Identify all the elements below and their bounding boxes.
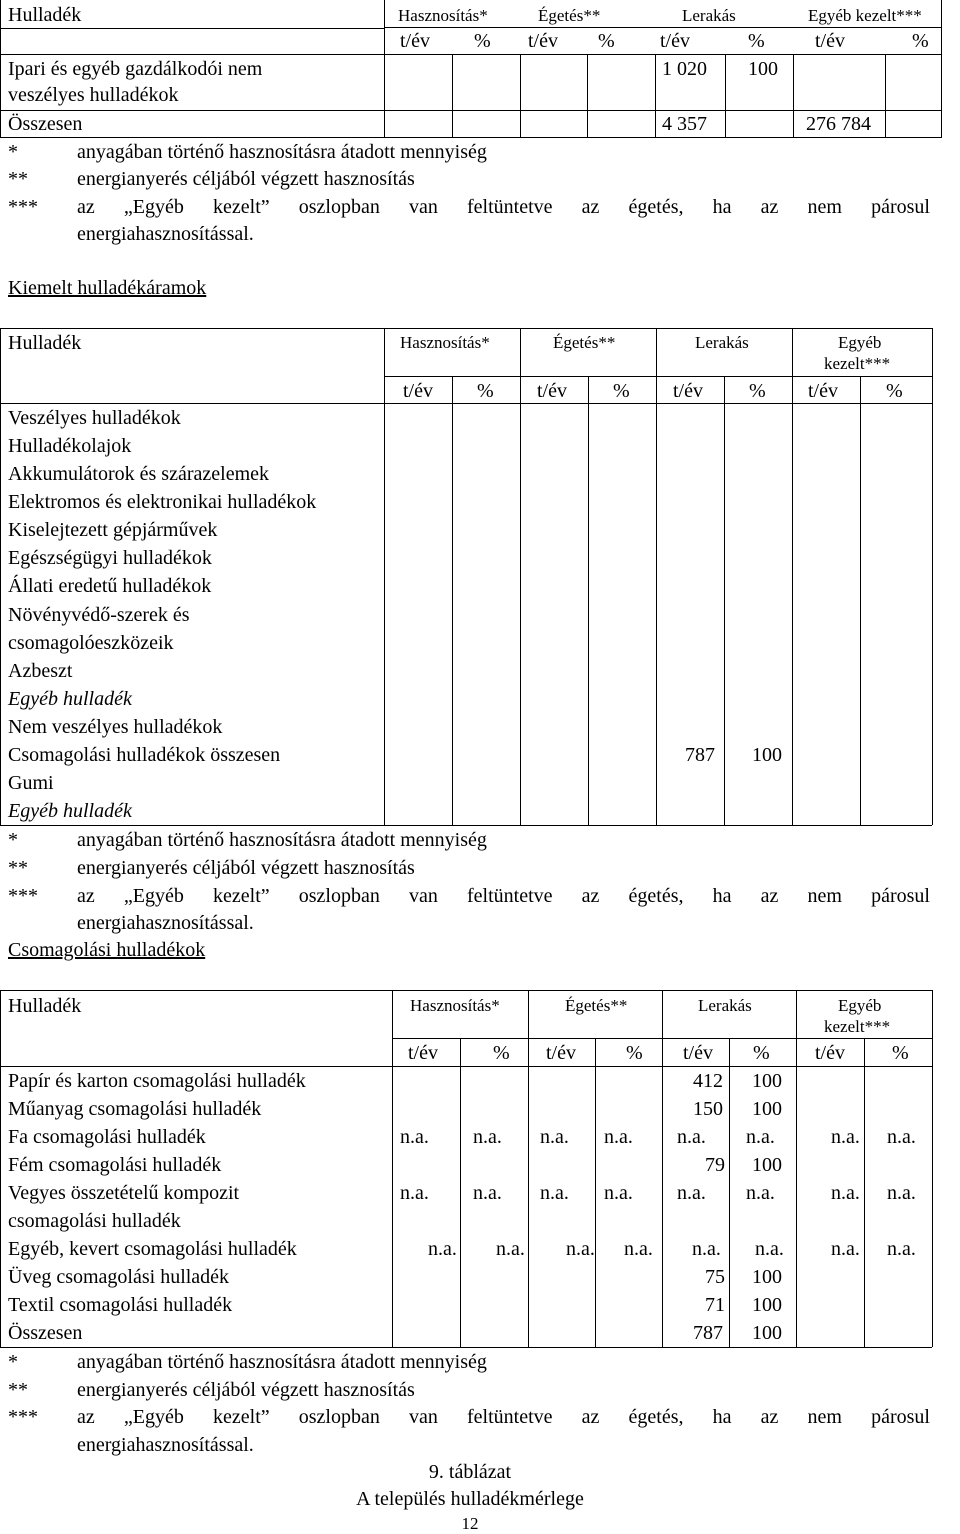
note-symbol: * xyxy=(8,141,18,163)
section-title-kiemelt: Kiemelt hulladékáramok xyxy=(8,277,207,299)
col-header-egetes: Égetés** xyxy=(565,996,628,1015)
row-label: Papír és karton csomagolási hulladék xyxy=(8,1070,306,1092)
cell-value: 100 xyxy=(752,1154,782,1176)
cell-value: 100 xyxy=(752,1294,782,1316)
cell-na: n.a. xyxy=(887,1126,916,1148)
section-title-csomag: Csomagolási hulladékok xyxy=(8,939,206,961)
note-text: energiahasznosítással. xyxy=(77,1434,254,1456)
row-label: Egészségügyi hulladékok xyxy=(8,547,212,569)
row-label: Összesen xyxy=(8,113,83,135)
note-symbol: *** xyxy=(8,885,38,907)
unit-label: % xyxy=(477,380,494,402)
unit-label: t/év xyxy=(815,1042,845,1064)
cell-value: 787 xyxy=(685,744,715,766)
cell-value: 79 xyxy=(705,1154,725,1176)
unit-label: t/év xyxy=(403,380,433,402)
cell-na: n.a. xyxy=(604,1182,633,1204)
unit-label: % xyxy=(613,380,630,402)
cell-value: 412 xyxy=(693,1070,723,1092)
unit-label: t/év xyxy=(546,1042,576,1064)
row-label: Állati eredetű hulladékok xyxy=(8,575,212,597)
note-text: anyagában történő hasznosításra átadott mennyiség xyxy=(77,1351,487,1373)
col-header-egyeb: Egyéb xyxy=(838,333,882,352)
cell-na: n.a. xyxy=(428,1238,457,1260)
note-text: energianyerés céljából végzett hasznosítás xyxy=(77,168,415,190)
row-label: Elektromos és elektronikai hulladékok xyxy=(8,491,317,513)
cell-value: 787 xyxy=(693,1322,723,1344)
cell-na: n.a. xyxy=(604,1126,633,1148)
cell-na: n.a. xyxy=(755,1238,784,1260)
note-text: energiahasznosítással. xyxy=(77,912,254,934)
col-header-kezelt: kezelt*** xyxy=(824,1017,891,1036)
cell-value: 4 357 xyxy=(662,113,707,135)
row-label: veszélyes hulladékok xyxy=(8,84,179,106)
cell-na: n.a. xyxy=(677,1126,706,1148)
cell-na: n.a. xyxy=(624,1238,653,1260)
unit-label: % xyxy=(474,30,491,52)
row-label: csomagolóeszközeik xyxy=(8,632,174,654)
cell-na: n.a. xyxy=(887,1238,916,1260)
unit-label: t/év xyxy=(400,30,430,52)
cell-na: n.a. xyxy=(496,1238,525,1260)
cell-na: n.a. xyxy=(473,1182,502,1204)
row-label: Egyéb, kevert csomagolási hulladék xyxy=(8,1238,297,1260)
cell-value: 71 xyxy=(705,1294,725,1316)
unit-label: % xyxy=(912,30,929,52)
cell-na: n.a. xyxy=(566,1238,595,1260)
unit-label: t/év xyxy=(683,1042,713,1064)
row-label: Textil csomagolási hulladék xyxy=(8,1294,233,1316)
note-symbol: ** xyxy=(8,857,28,879)
unit-label: t/év xyxy=(673,380,703,402)
unit-label: % xyxy=(892,1042,909,1064)
cell-value: 100 xyxy=(752,744,782,766)
row-label: Összesen xyxy=(8,1322,83,1344)
note-symbol: * xyxy=(8,1351,18,1373)
unit-label: % xyxy=(886,380,903,402)
page-number: 12 xyxy=(461,1514,479,1533)
note-symbol: * xyxy=(8,829,18,851)
cell-na: n.a. xyxy=(400,1182,429,1204)
note-symbol: ** xyxy=(8,168,28,190)
unit-label: t/év xyxy=(808,380,838,402)
col-header-lerakas: Lerakás xyxy=(682,6,736,25)
col-header-egyeb: Egyéb xyxy=(838,996,882,1015)
note-text: anyagában történő hasznosításra átadott mennyiség xyxy=(77,829,487,851)
col-header-egetes: Égetés** xyxy=(538,6,601,25)
row-label: Műanyag csomagolási hulladék xyxy=(8,1098,262,1120)
unit-label: t/év xyxy=(408,1042,438,1064)
row-label: Ipari és egyéb gazdálkodói nem xyxy=(8,58,263,80)
unit-label: t/év xyxy=(660,30,690,52)
row-label: Hulladékolajok xyxy=(8,435,132,457)
cell-na: n.a. xyxy=(677,1182,706,1204)
row-label: Gumi xyxy=(8,772,54,794)
row-label: Fa csomagolási hulladék xyxy=(8,1126,206,1148)
cell-value: 75 xyxy=(705,1266,725,1288)
cell-na: n.a. xyxy=(831,1182,860,1204)
cell-na: n.a. xyxy=(887,1182,916,1204)
unit-label: % xyxy=(748,30,765,52)
cell-value: 1 020 xyxy=(662,58,707,80)
unit-label: t/év xyxy=(815,30,845,52)
row-label: Csomagolási hulladékok összesen xyxy=(8,744,281,766)
row-label: Akkumulátorok és szárazelemek xyxy=(8,463,270,485)
unit-label: % xyxy=(749,380,766,402)
cell-value: 276 784 xyxy=(806,113,871,135)
cell-value: 100 xyxy=(752,1070,782,1092)
note-symbol: *** xyxy=(8,1406,38,1428)
cell-na: n.a. xyxy=(831,1238,860,1260)
cell-value: 100 xyxy=(748,58,778,80)
row-label: Kiselejtezett gépjárművek xyxy=(8,519,218,541)
cell-na: n.a. xyxy=(540,1182,569,1204)
note-text-justified: az „Egyéb kezelt” oszlopban van feltüntetve az égetés, ha az nem párosul xyxy=(77,1406,930,1428)
row-label: Növényvédő-szerek és xyxy=(8,604,190,626)
unit-label: % xyxy=(626,1042,643,1064)
cell-na: n.a. xyxy=(540,1126,569,1148)
caption-title: A település hulladékmérlege xyxy=(356,1488,584,1510)
note-text-justified: az „Egyéb kezelt” oszlopban van feltüntetve az égetés, ha az nem párosul xyxy=(77,196,930,218)
col-header-lerakas: Lerakás xyxy=(695,333,749,352)
cell-na: n.a. xyxy=(473,1126,502,1148)
row-label: Azbeszt xyxy=(8,660,73,682)
note-symbol: *** xyxy=(8,196,38,218)
col-header-hasznositas: Hasznosítás* xyxy=(400,333,490,352)
note-text-justified: az „Egyéb kezelt” oszlopban van feltüntetve az égetés, ha az nem párosul xyxy=(77,885,930,907)
cell-value: 100 xyxy=(752,1098,782,1120)
unit-label: t/év xyxy=(528,30,558,52)
row-label: Vegyes összetételű kompozit xyxy=(8,1182,240,1204)
note-text: energianyerés céljából végzett hasznosítás xyxy=(77,857,415,879)
cell-na: n.a. xyxy=(746,1126,775,1148)
cell-na: n.a. xyxy=(746,1182,775,1204)
note-text: energianyerés céljából végzett hasznosítás xyxy=(77,1379,415,1401)
col-header-hulladek: Hulladék xyxy=(8,332,82,354)
row-label: Nem veszélyes hulladékok xyxy=(8,716,223,738)
table-caption xyxy=(0,1459,940,1513)
row-label: Egyéb hulladék xyxy=(8,800,132,822)
unit-label: % xyxy=(493,1042,510,1064)
col-header-hasznositas: Hasznosítás* xyxy=(398,6,488,25)
unit-label: % xyxy=(598,30,615,52)
cell-value: 100 xyxy=(752,1266,782,1288)
row-label: Egyéb hulladék xyxy=(8,688,132,710)
cell-na: n.a. xyxy=(831,1126,860,1148)
col-header-kezelt: kezelt*** xyxy=(824,354,891,373)
row-label: Fém csomagolási hulladék xyxy=(8,1154,222,1176)
col-header-hulladek: Hulladék xyxy=(8,995,82,1017)
col-header-lerakas: Lerakás xyxy=(698,996,752,1015)
caption-number: 9. táblázat xyxy=(428,1461,512,1483)
col-header-egetes: Égetés** xyxy=(553,333,616,352)
unit-label: t/év xyxy=(537,380,567,402)
cell-na: n.a. xyxy=(692,1238,721,1260)
note-symbol: ** xyxy=(8,1379,28,1401)
note-text: anyagában történő hasznosításra átadott mennyiség xyxy=(77,141,487,163)
cell-na: n.a. xyxy=(400,1126,429,1148)
row-label: Veszélyes hulladékok xyxy=(8,407,181,429)
cell-value: 100 xyxy=(752,1322,782,1344)
note-text: energiahasznosítással. xyxy=(77,223,254,245)
col-header-egyeb: Egyéb kezelt*** xyxy=(808,6,922,25)
unit-label: % xyxy=(753,1042,770,1064)
col-header-hasznositas: Hasznosítás* xyxy=(410,996,500,1015)
row-label: Üveg csomagolási hulladék xyxy=(8,1266,230,1288)
col-header-hulladek: Hulladék xyxy=(8,4,82,26)
cell-value: 150 xyxy=(693,1098,723,1120)
row-label: csomagolási hulladék xyxy=(8,1210,181,1232)
